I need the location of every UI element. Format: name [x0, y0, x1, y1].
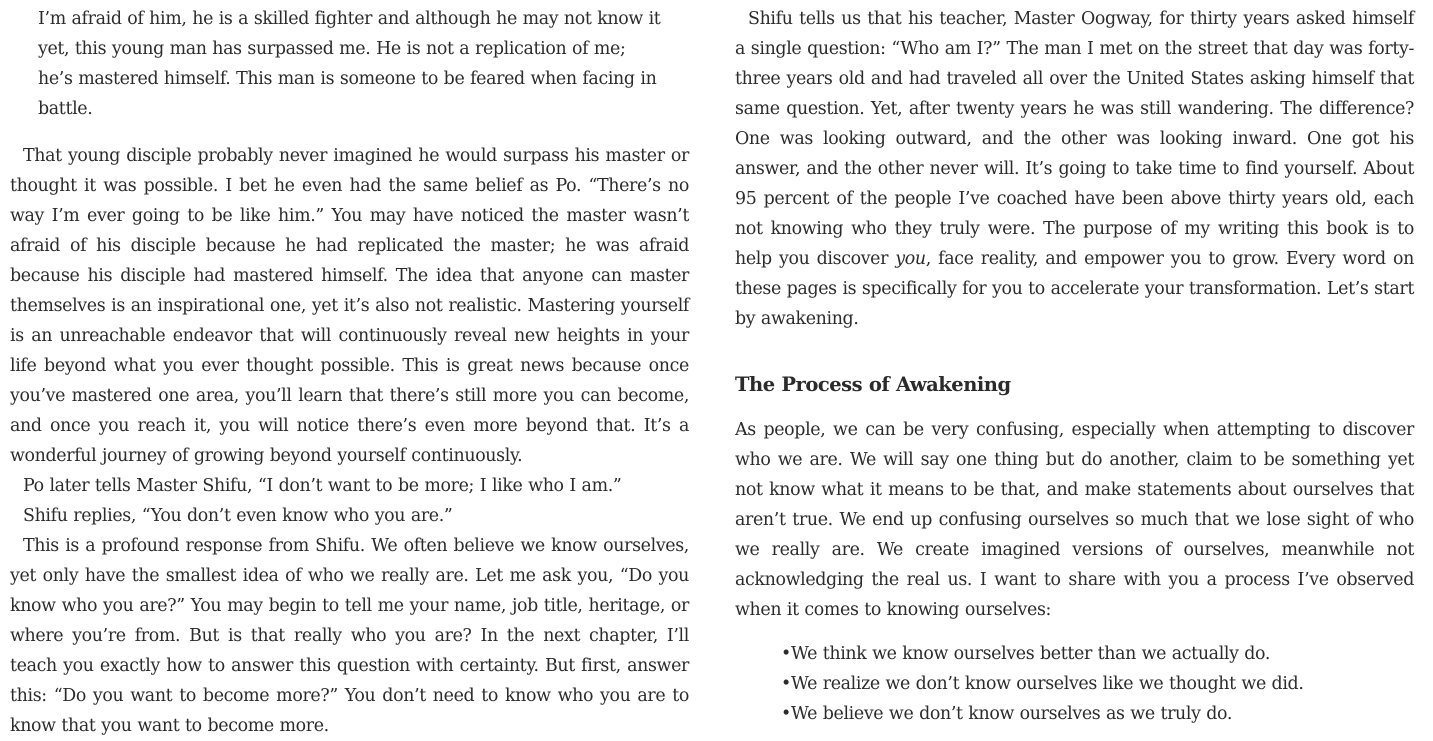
bullet-text: We believe we don’t know ourselves as we truly do. [791, 704, 1233, 724]
bullet-list [781, 639, 1414, 729]
bullet-text: We think we know ourselves better than we actually do. [791, 644, 1271, 664]
bullet-marker: • [781, 704, 791, 724]
intro-emphasis: you [895, 249, 926, 269]
body-paragraph: Po later tells Master Shifu, “I don’t want to be more; I like who I am.” [23, 476, 622, 496]
bullet-marker: • [781, 644, 791, 664]
bullet-text: We realize we don’t know ourselves like we thought we did. [791, 674, 1304, 694]
intro-text-start: Shifu tells us that his teacher, Master Oogway, for thirty years asked himself a single question: “Who am I?” The man I met on the street that day was forty-three years old and had traveled all over the United States asking himself that same question. Yet, after twenty years he was still wandering. The difference? One was looking outward, and the other was looking inward. One got his answer, and the other never will. It’s going to take time to find yourself. About 95 percent of the people I’ve coached have been above thirty years old, each not knowing who they truly were. The purpose of my writing this book is to help you discover [735, 9, 1414, 269]
bullet-marker: • [781, 674, 791, 694]
body-paragraph: This is a profound response from Shifu. We often believe we know ourselves, yet only have the smallest idea of who we really are. Let me ask you, “Do you know who you are?” You may begin to tell me your name, job title, heritage, or where you’re from. But is that really who you are? In the next chapter, I’ll teach you exactly how to answer this question with certainty. But first, answer this: “Do you want to become more?” You don’t need to know who you are to know that you want to become more. [10, 536, 689, 736]
bullet-item [781, 669, 1414, 699]
body-paragraph: Shifu replies, “You don’t even know who you are.” [23, 506, 453, 526]
block-quote: I’m afraid of him, he is a skilled fighter and although he may not know it yet, this young man has surpassed me. He is not a replication of me; he’s mastered himself. This man is someone to be feared when facing in battle. [38, 9, 661, 119]
intro-paragraph [735, 4, 1414, 334]
bullet-item [781, 699, 1414, 729]
section-heading: The Process of Awakening [735, 373, 1011, 396]
bullet-item [781, 639, 1414, 669]
right-column [735, 4, 1414, 729]
body-paragraph: That young disciple probably never imagined he would surpass his master or thought it was possible. I bet he even had the same belief as Po. “There’s no way I’m ever going to be like him.” You may have noticed the master wasn’t afraid of his disciple because he had replicated the master; he was afraid because his disciple had mastered himself. The idea that anyone can master themselves is an inspirational one, yet it’s also not realistic. Mastering yourself is an unreachable endeavor that will continuously reveal new heights in your life beyond what you ever thought possible. This is great news because once you’ve mastered one area, you’ll learn that there’s still more you can become, and once you reach it, you will notice there’s even more beyond that. It’s a wonderful journey of growing beyond yourself continuously. [10, 146, 689, 466]
left-column [10, 4, 689, 741]
intro-text-end: , face reality, and empower you to grow. Every word on these pages is specifically for you to accelerate your transformation. Let’s start by awakening. [735, 249, 1414, 329]
section-paragraph: As people, we can be very confusing, especially when attempting to discover who we are. We will say one thing but do another, claim to be something yet not know what it means to be that, and make statements about ourselves that aren’t true. We end up confusing ourselves so much that we lose sight of who we really are. We create imagined versions of ourselves, meanwhile not acknowledging the real us. I want to share with you a process I’ve observed when it comes to knowing ourselves: [735, 420, 1414, 620]
